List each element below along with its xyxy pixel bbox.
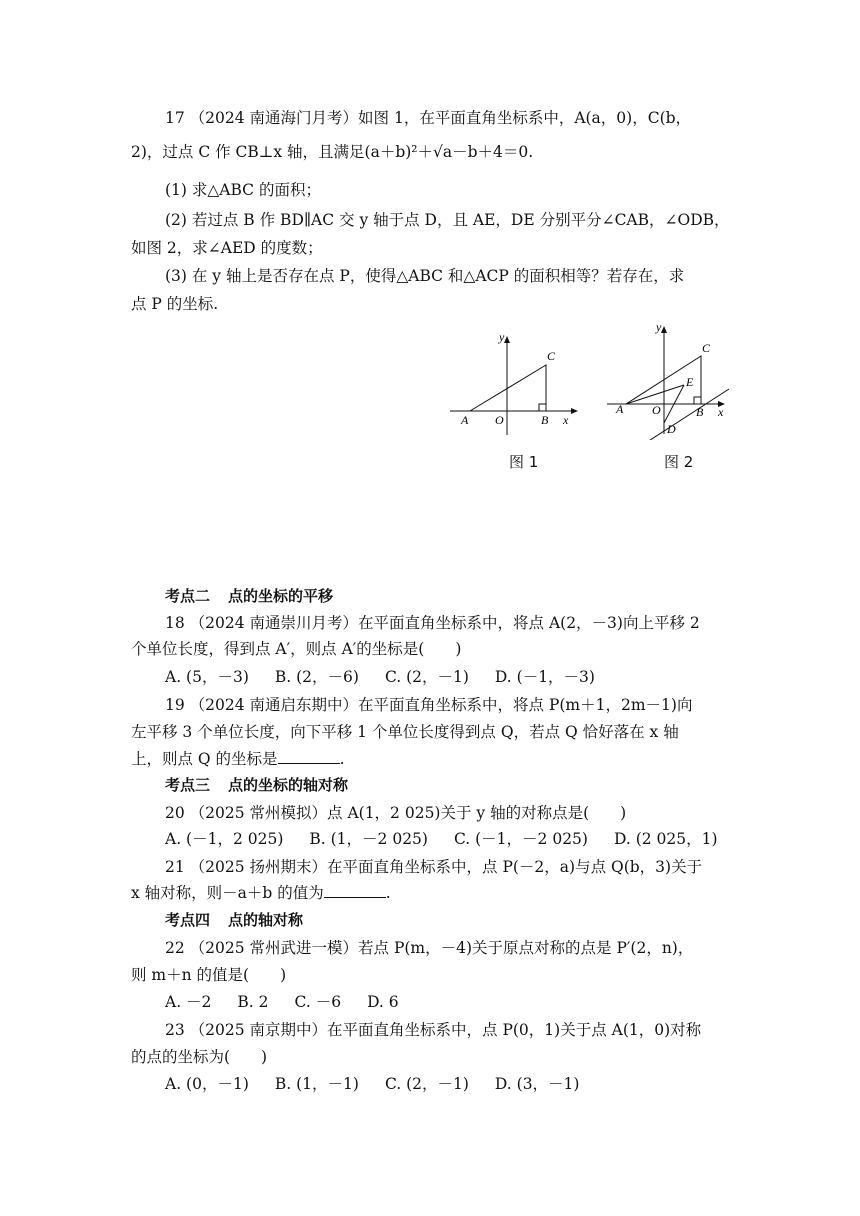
q23-option-c: C. (2，－1)	[384, 1075, 469, 1093]
q22-option-c: C. －6	[294, 993, 342, 1011]
q23-option-d: D. (3，－1)	[494, 1075, 580, 1093]
q17-part-1: (1) 求△ABC 的面积；	[165, 181, 321, 199]
figure-2	[604, 316, 736, 440]
figure-2-caption: 图 2	[664, 453, 694, 471]
section-2-heading	[165, 586, 765, 606]
q22-option-a: A. －2	[165, 993, 212, 1011]
q19-line-3-text: 上，则点 Q 的坐标是	[131, 750, 278, 768]
q22-option-b: B. 2	[237, 993, 269, 1011]
q20-option-d: D. (2 025，1)	[613, 830, 718, 848]
fig2-label-C: C	[702, 341, 711, 355]
fig1-triangle	[470, 365, 546, 411]
figure-1	[445, 325, 585, 440]
q22-options	[165, 992, 765, 1012]
q20-option-a: A. (－1，2 025)	[165, 830, 284, 848]
q23-options	[165, 1074, 765, 1094]
section-3-title: 点的坐标的轴对称	[228, 776, 349, 794]
q20-option-c: C. (－1，－2 025)	[453, 830, 588, 848]
fig1-x-arrow	[571, 408, 578, 414]
section-3-label: 考点三	[165, 776, 211, 794]
fig2-label-A: A	[616, 402, 624, 416]
fig1-label-A: A	[461, 413, 469, 427]
q23-option-b: B. (1，－1)	[274, 1075, 359, 1093]
q23-option-a: A. (0，－1)	[165, 1075, 249, 1093]
q19-line-3-end: .	[339, 750, 345, 768]
fig1-label-O: O	[495, 413, 504, 427]
q20-option-b: B. (1，－2 025)	[309, 830, 428, 848]
figure-1-caption: 图 1	[509, 453, 539, 471]
fig1-label-y: y	[499, 330, 505, 344]
fig2-label-B: B	[696, 405, 704, 419]
q19-line-2: 左平移 3 个单位长度，向下平移 1 个单位长度得到点 Q，若点 Q 恰好落在 x 轴	[131, 723, 679, 741]
q17-part-3-line-1: (3) 在 y 轴上是否存在点 P，使得△ABC 和△ACP 的面积相等？若存在，求	[165, 267, 685, 285]
fig2-label-y: y	[656, 320, 662, 334]
q17-part-3-line-2: 点 P 的坐标.	[131, 295, 219, 313]
q20-line-1: 20 （2025 常州模拟）点 A(1，2 025)关于 y 轴的对称点是( )	[165, 804, 627, 822]
q23-line-2: 的点的坐标为( )	[131, 1048, 268, 1066]
section-3-heading	[165, 775, 765, 795]
q19-answer-blank[interactable]	[278, 749, 340, 764]
fig2-label-E: E	[686, 375, 694, 389]
q22-line-1: 22 （2025 常州武进一模）若点 P(m，－4)关于原点对称的点是 P′(2，n)，	[165, 939, 694, 957]
fig2-right-angle-mark	[694, 397, 701, 404]
q21-line-2	[131, 883, 731, 903]
q18-options	[165, 667, 765, 687]
fig1-y-arrow	[504, 336, 510, 343]
q21-line-2-end: .	[385, 884, 391, 902]
fig2-label-O: O	[652, 403, 661, 417]
q21-line-1: 21 （2025 扬州期末）在平面直角坐标系中，点 P(－2，a)与点 Q(b，3)关于	[165, 858, 703, 876]
section-4-title: 点的轴对称	[228, 911, 304, 929]
fig2-label-x: x	[718, 405, 724, 419]
fig1-label-x: x	[563, 413, 569, 427]
fig1-label-B: B	[541, 413, 549, 427]
q19-line-3	[131, 749, 731, 769]
q17-line-2: 2)，过点 C 作 CB⊥x 轴，且满足(a＋b)²＋√a－b＋4＝0.	[131, 143, 534, 161]
q22-line-2: 则 m＋n 的值是( )	[131, 966, 287, 984]
fig2-label-D: D	[667, 422, 676, 436]
q22-option-d: D. 6	[367, 993, 399, 1011]
q18-option-a: A. (5，－3)	[165, 668, 249, 686]
q18-option-c: C. (2，－1)	[384, 668, 469, 686]
section-2-title: 点的坐标的平移	[228, 587, 334, 605]
q21-line-2-text: x 轴对称，则－a＋b 的值为	[131, 884, 324, 902]
fig1-label-C: C	[547, 349, 556, 363]
q17-part-2-line-1: (2) 若过点 B 作 BD∥AC 交 y 轴于点 D，且 AE，DE 分别平分∠CAB，∠ODB，	[165, 211, 730, 229]
fig2-y-arrow	[661, 326, 667, 333]
fig1-right-angle-mark	[539, 404, 546, 411]
section-4-label: 考点四	[165, 911, 211, 929]
q18-option-b: B. (2，－6)	[274, 668, 359, 686]
q21-answer-blank[interactable]	[324, 883, 386, 898]
q17-line-1: 17 （2024 南通海门月考）如图 1，在平面直角坐标系中，A(a，0)，C(b，	[165, 109, 692, 127]
q18-line-2: 个单位长度，得到点 A′，则点 A′的坐标是( )	[131, 640, 462, 658]
q17-part-2-line-2: 如图 2，求∠AED 的度数；	[131, 239, 323, 257]
q19-line-1: 19 （2024 南通启东期中）在平面直角坐标系中，将点 P(m＋1，2m－1)向	[165, 696, 693, 714]
section-4-heading	[165, 910, 765, 930]
q18-line-1: 18 （2024 南通崇川月考）在平面直角坐标系中，将点 A(2，－3)向上平移 2	[165, 614, 700, 632]
q18-option-d: D. (－1，－3)	[494, 668, 595, 686]
q23-line-1: 23 （2025 南京期中）在平面直角坐标系中，点 P(0，1)关于点 A(1，0)对称	[165, 1021, 702, 1039]
q20-options	[165, 829, 765, 849]
section-2-label: 考点二	[165, 587, 211, 605]
